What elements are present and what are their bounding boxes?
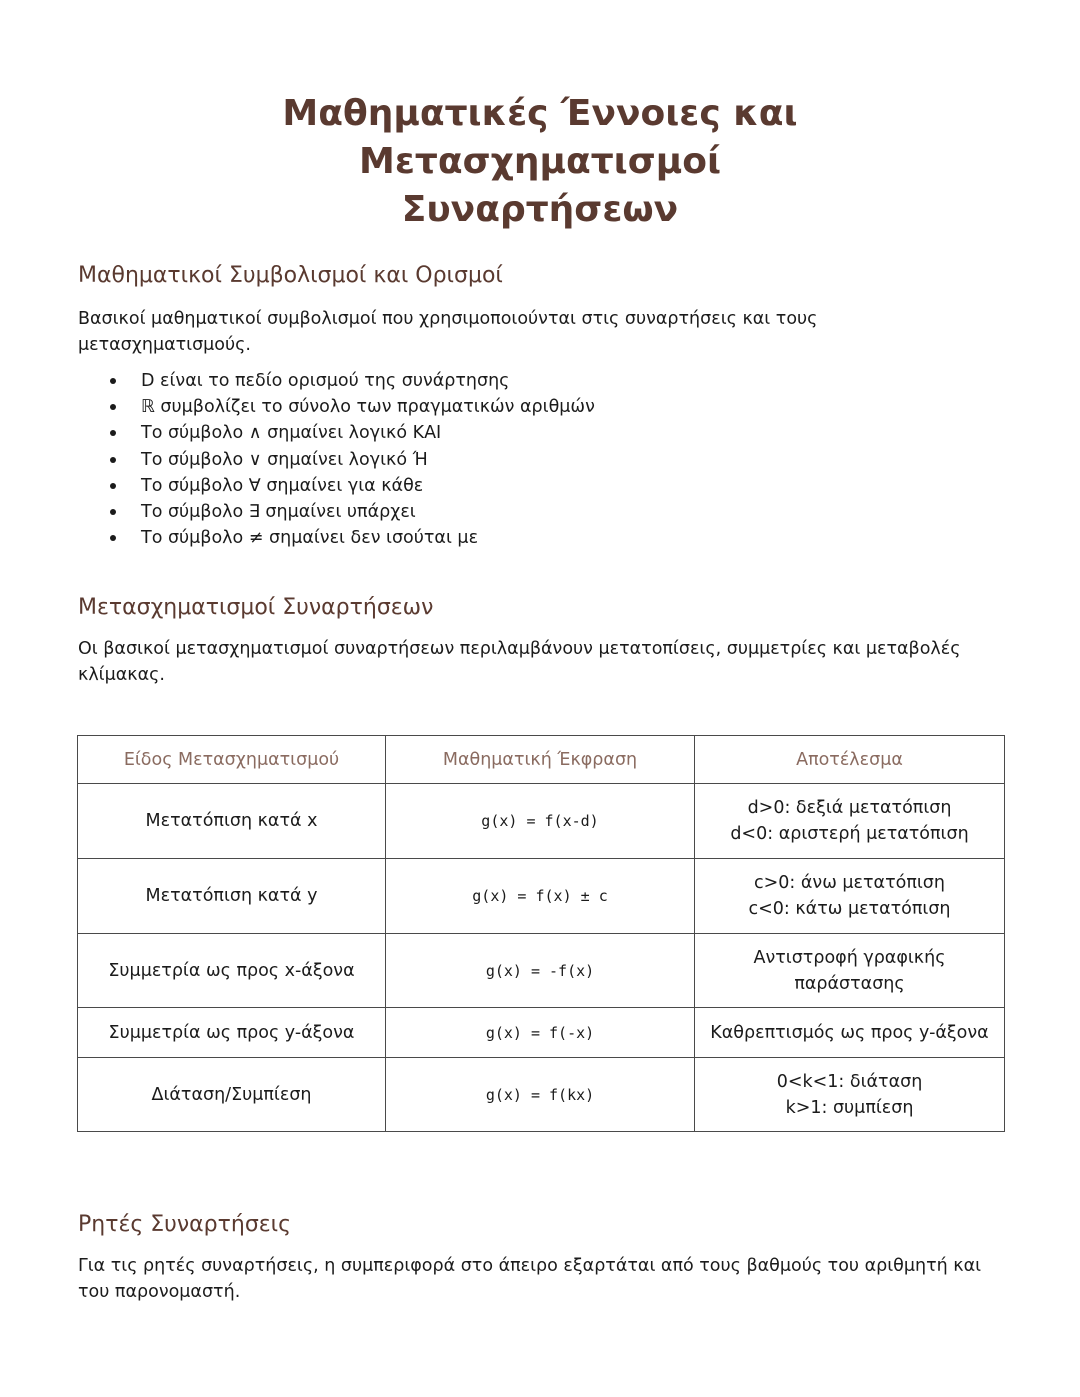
transforms-intro-line-1: Οι βασικοί μετασχηματισμοί συναρτήσεων περιλαμβάνουν μετατοπίσεις, συμμετρίες και μεταβολές	[78, 639, 961, 659]
bullet-dot-icon	[110, 430, 116, 436]
cell-result-line: 0<k<1: διάταση	[776, 1071, 923, 1092]
symbols-intro-line-1: Βασικοί μαθηματικοί συμβολισμοί που χρησιμοποιούνται στις συναρτήσεις και τους	[78, 309, 818, 329]
list-item-text: Το σύμβολο ≠ σημαίνει δεν ισούται με	[141, 528, 479, 549]
symbols-heading: Μαθηματικοί Συμβολισμοί και Ορισμοί	[78, 263, 503, 288]
cell-expression: g(x) = f(x-d)	[386, 784, 695, 859]
list-item	[108, 525, 595, 551]
cell-result	[695, 859, 1005, 934]
cell-result	[695, 1008, 1005, 1058]
list-item-text: Το σύμβολο ∀ σημαίνει για κάθε	[141, 475, 424, 496]
transforms-heading: Μετασχηματισμοί Συναρτήσεων	[78, 595, 434, 620]
list-item-text: Το σύμβολο ∨ σημαίνει λογικό Ή	[141, 449, 428, 470]
page-title-line-1: Μαθηματικές Έννοιες και Μετασχηματισμοί	[282, 93, 798, 182]
cell-type: Συμμετρία ως προς y-άξονα	[78, 1008, 386, 1058]
cell-type: Μετατόπιση κατά x	[78, 784, 386, 859]
list-item-text: ℝ συμβολίζει το σύνολο των πραγματικών αριθμών	[141, 397, 595, 418]
cell-type: Μετατόπιση κατά y	[78, 859, 386, 934]
list-item	[108, 447, 595, 473]
table-row	[78, 1058, 1005, 1132]
symbols-intro-line-2: μετασχηματισμούς.	[78, 335, 251, 355]
rational-heading: Ρητές Συναρτήσεις	[78, 1212, 292, 1237]
bullet-dot-icon	[110, 509, 116, 515]
cell-result	[695, 784, 1005, 859]
list-item	[108, 499, 595, 525]
list-item	[108, 368, 595, 394]
transforms-intro-line-2: κλίμακας.	[78, 665, 165, 685]
bullet-dot-icon	[110, 483, 116, 489]
list-item-text: Το σύμβολο ∧ σημαίνει λογικό ΚΑΙ	[141, 423, 442, 444]
cell-result-line: c>0: άνω μετατόπιση	[754, 873, 945, 893]
transforms-table	[77, 735, 1005, 1132]
column-header-type: Είδος Μετασχηματισμού	[78, 736, 386, 784]
table-row	[78, 934, 1005, 1008]
cell-expression: g(x) = -f(x)	[386, 934, 695, 1008]
symbols-intro	[78, 306, 1013, 358]
cell-expression: g(x) = f(kx)	[386, 1058, 695, 1132]
column-header-result: Αποτέλεσμα	[695, 736, 1005, 784]
table-header-row	[78, 736, 1005, 784]
table-row	[78, 859, 1005, 934]
page-title	[120, 90, 960, 234]
cell-result	[695, 1058, 1005, 1132]
cell-result-line: d<0: αριστερή μετατόπιση	[730, 824, 969, 844]
cell-result-line: παράστασης	[794, 973, 905, 994]
list-item-text: D είναι το πεδίο ορισμού της συνάρτησης	[141, 371, 510, 391]
list-item-text: Το σύμβολο ∃ σημαίνει υπάρχει	[141, 501, 416, 522]
transforms-intro	[78, 636, 1013, 688]
table-row	[78, 784, 1005, 859]
bullet-dot-icon	[110, 404, 116, 410]
list-item	[108, 473, 595, 499]
cell-result	[695, 934, 1005, 1008]
cell-expression: g(x) = f(-x)	[386, 1008, 695, 1058]
cell-expression: g(x) = f(x) ± c	[386, 859, 695, 934]
symbols-list	[108, 368, 595, 551]
column-header-expression: Μαθηματική Έκφραση	[386, 736, 695, 784]
rational-intro-line-2: του παρονομαστή.	[78, 1282, 241, 1302]
list-item	[108, 420, 595, 446]
cell-type: Διάταση/Συμπίεση	[78, 1058, 386, 1132]
cell-result-line: k>1: συμπίεση	[785, 1097, 914, 1118]
cell-type: Συμμετρία ως προς x-άξονα	[78, 934, 386, 1008]
bullet-dot-icon	[110, 535, 116, 541]
cell-result-line: c<0: κάτω μετατόπιση	[748, 899, 951, 919]
bullet-dot-icon	[110, 457, 116, 463]
bullet-dot-icon	[110, 378, 116, 384]
list-item	[108, 394, 595, 420]
cell-result-line: d>0: δεξιά μετατόπιση	[747, 798, 952, 818]
rational-intro-line-1: Για τις ρητές συναρτήσεις, η συμπεριφορά στο άπειρο εξαρτάται από τους βαθμούς του αριθμητή και	[78, 1256, 982, 1276]
cell-result-line: Αντιστροφή γραφικής	[753, 947, 946, 968]
page-title-line-2: Συναρτήσεων	[401, 189, 679, 230]
cell-result-line: Καθρεπτισμός ως προς y-άξονα	[710, 1022, 989, 1043]
table-row	[78, 1008, 1005, 1058]
rational-intro	[78, 1253, 1013, 1305]
